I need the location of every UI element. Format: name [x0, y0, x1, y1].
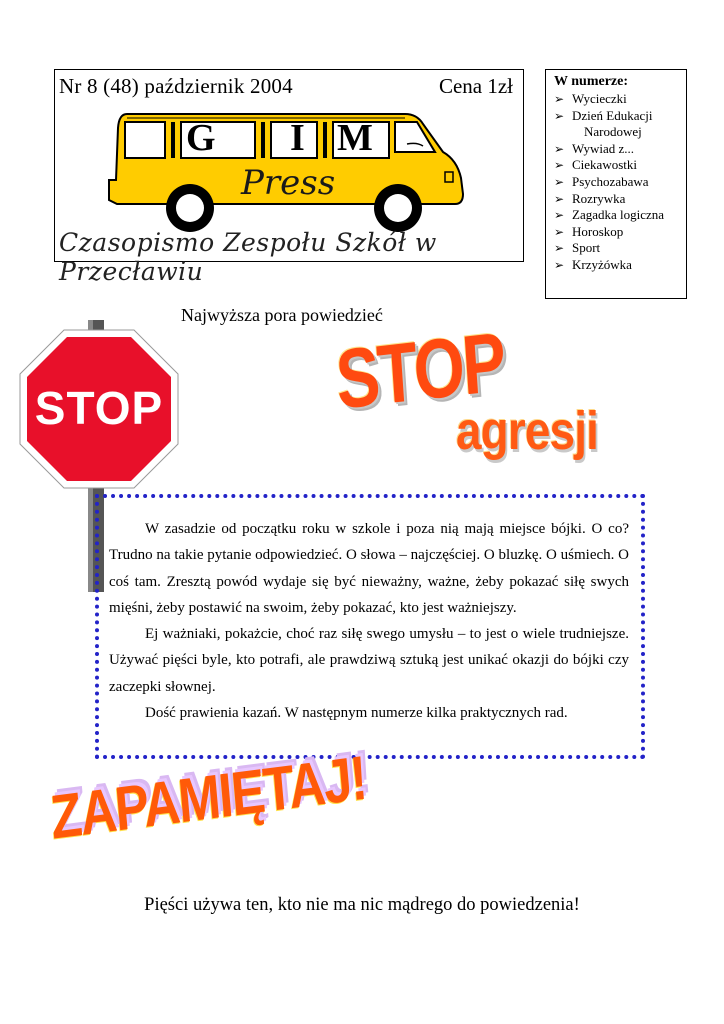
contents-item: ➢ Wycieczki [554, 91, 627, 106]
contents-box [545, 69, 687, 299]
article-paragraph: W zasadzie od początku roku w szkole i poza nią mają miejsce bójki. O co? Trudno na takie pytanie odpowiedzieć. O słowa – najczęściej. O bluzkę. O uśmiech. O coś tam. Zresztą powód wydaje się być nieważny, ważne, żeby pokazać siłę swych mięśni, żeby postawić na swoim, żeby pokazać, kto jest ważniejszy. [109, 521, 629, 616]
arrow-bullet-icon: ➢ [554, 257, 565, 272]
remember-wordart: ZAPAMIĘTAJ! [48, 743, 369, 853]
article-box [95, 494, 645, 759]
article-paragraph: Dość prawienia kazań. W następnym numerze kilka praktycznych rad. [145, 705, 568, 722]
contents-item: ➢ Wywiad z... [554, 140, 635, 156]
arrow-bullet-icon: ➢ [554, 241, 565, 256]
contents-item: ➢ Sport [554, 240, 601, 256]
contents-item: ➢ Zagadka logiczna [554, 207, 665, 223]
stop-sign-label: STOP [34, 382, 164, 434]
contents-list [554, 91, 678, 274]
masthead [54, 69, 524, 286]
issue-number: Nr 8 (48) październik 2004 [59, 74, 293, 98]
logo-press: Press [241, 163, 336, 203]
price-label: Cena 1zł [438, 74, 513, 98]
headline-lead: Najwyższa pora powiedzieć [181, 305, 383, 325]
motto-text: Pięści używa ten, kto nie ma nic mądrego do powiedzenia! [144, 895, 580, 915]
contents-item-continuation: Narodowej [584, 124, 642, 140]
logo-letter-g: G [186, 117, 216, 159]
logo-letter-m: M [337, 117, 373, 159]
contents-item: ➢ Ciekawostki [554, 157, 637, 173]
arrow-bullet-icon: ➢ [554, 191, 565, 206]
newspaper-tagline: Czasopismo Zespołu Szkół w Przecławiu [59, 228, 437, 286]
logo-letter-i: I [290, 117, 305, 159]
contents-item: ➢ Rozrywka [554, 190, 626, 206]
agresji-wordart: agresji [456, 401, 599, 461]
arrow-bullet-icon: ➢ [554, 92, 565, 106]
arrow-bullet-icon: ➢ [554, 224, 565, 239]
contents-title: W numerze: [554, 74, 628, 89]
contents-item: ➢ Psychozabawa [554, 173, 649, 189]
contents-item: ➢ Dzień Edukacji [554, 107, 653, 123]
arrow-bullet-icon: ➢ [554, 141, 565, 156]
stop-wordart: STOP [333, 314, 507, 427]
arrow-bullet-icon: ➢ [554, 174, 565, 189]
contents-item: ➢ Horoskop [554, 223, 624, 239]
arrow-bullet-icon: ➢ [554, 158, 565, 173]
contents-item: ➢ Krzyżówka [554, 256, 632, 272]
arrow-bullet-icon: ➢ [554, 208, 565, 223]
arrow-bullet-icon: ➢ [554, 108, 565, 123]
article-paragraph: Ej ważniaki, pokażcie, choć raz siłę swego umysłu – to jest o wiele trudniejsze. Używać pięści byle, kto potrafi, ale prawdziwą sztuką jest unikać okazji do bójki czy zaczepki słownej. [109, 626, 629, 695]
